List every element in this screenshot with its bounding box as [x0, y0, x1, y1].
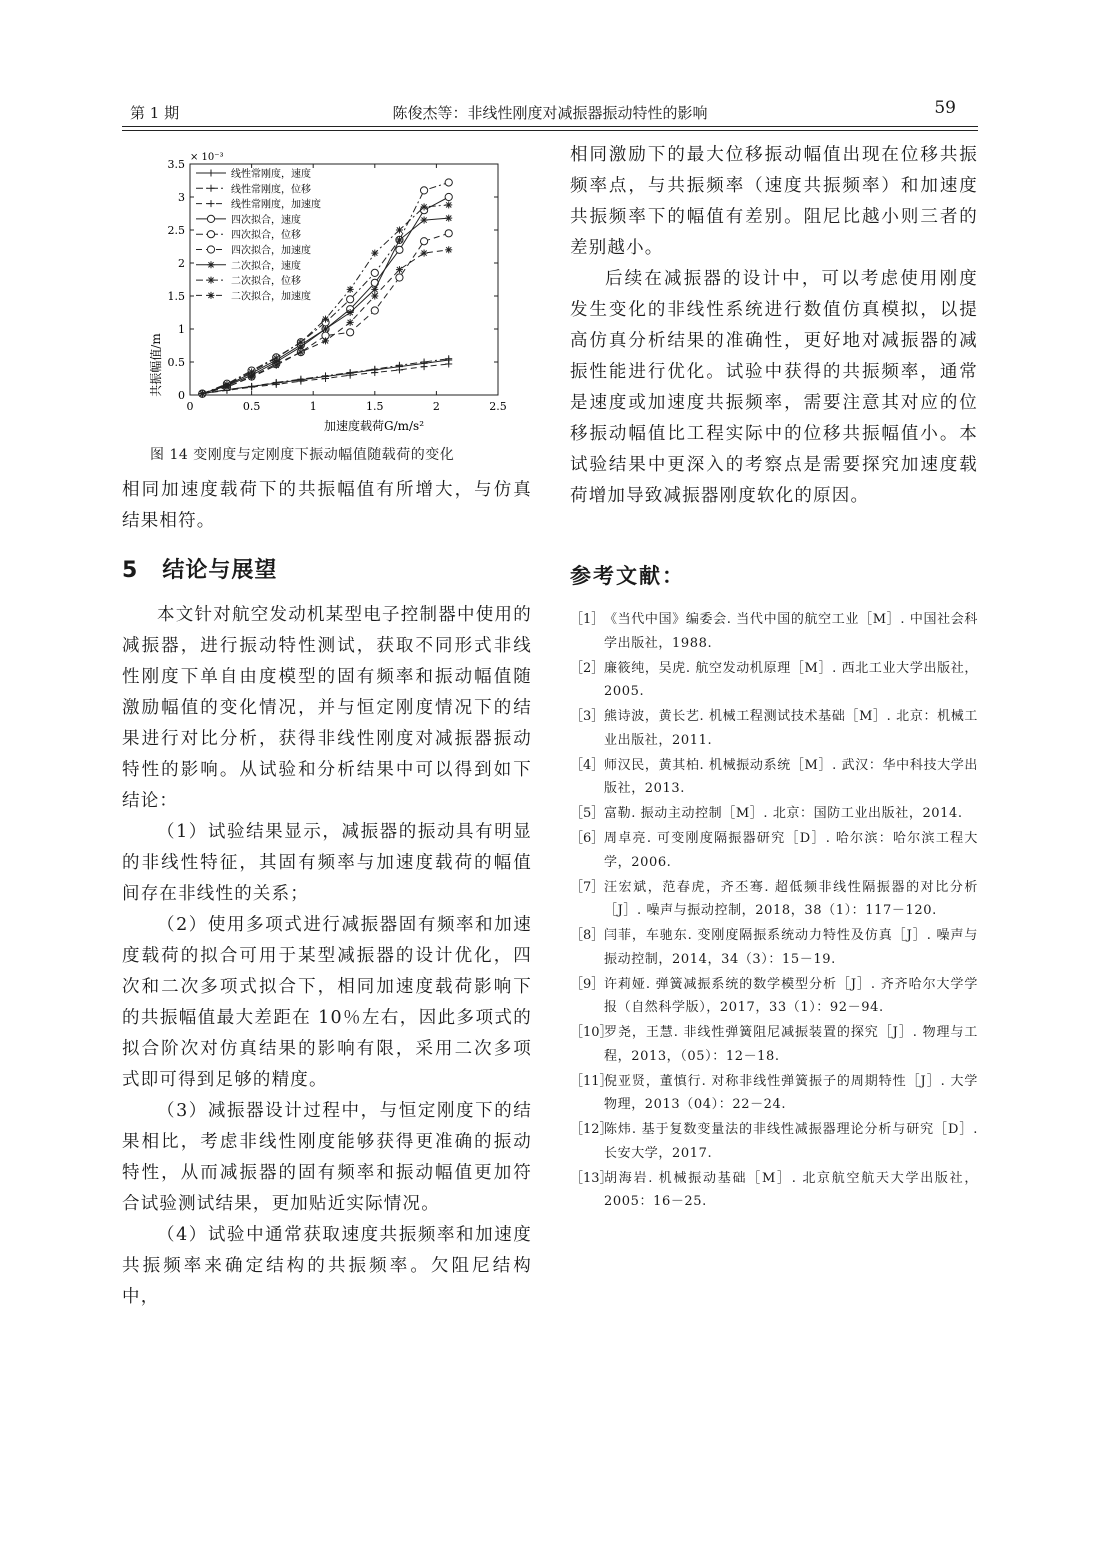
x-axis-label: 加速度载荷G/m/s²: [323, 419, 425, 433]
reference-list: [570, 608, 978, 1214]
reference-text: 师汉民，黄其柏. 机械振动系统［M］. 武汉：华中科技大学出版社，2013.: [604, 757, 978, 796]
data-point: [421, 217, 428, 224]
legend-marker: [207, 215, 214, 222]
data-point: [371, 269, 378, 276]
series-6: [199, 215, 452, 398]
legend-marker: [208, 277, 215, 284]
data-point: [396, 236, 403, 243]
data-point: [297, 349, 304, 356]
figure-caption: 图 14 变刚度与定刚度下振动幅值随载荷的变化: [150, 447, 455, 463]
legend-label: 线性常刚度，位移: [231, 184, 311, 196]
reference-item: [570, 924, 978, 971]
reference-item: [570, 973, 978, 1020]
legend-entry: [196, 167, 311, 180]
paragraph: （3）减振器设计过程中，与恒定刚度下的结果相比，考虑非线性刚度能够获得更准确的振动特性，从而减振器的固有频率和振动幅值更加符合试验测试结果，更加贴近实际情况。: [122, 1101, 532, 1214]
data-point: [420, 238, 427, 245]
data-point: [396, 227, 403, 234]
data-point: [322, 337, 329, 344]
legend-marker: [208, 261, 215, 268]
series-line: [202, 233, 448, 393]
resonance-amplitude-chart: [122, 140, 532, 440]
data-point: [347, 309, 354, 316]
reference-text: 倪亚贤，董慎行. 对称非线性弹簧振子的周期特性［J］. 大学物理，2013（04）：22－24.: [604, 1073, 978, 1112]
data-point: [273, 355, 280, 362]
legend-marker: [207, 231, 214, 238]
data-point: [445, 246, 452, 253]
data-point: [347, 329, 354, 336]
page-number: 59: [934, 98, 956, 118]
data-point: [396, 246, 403, 253]
paragraph: （1）试验结果显示，减振器的振动具有明显的非线性特征，其固有频率与加速度载荷的幅值间存在非线性的关系；: [122, 822, 532, 904]
data-point: [273, 362, 280, 369]
legend-label: 二次拟合，速度: [231, 260, 301, 272]
legend-label: 四次拟合，加速度: [231, 245, 311, 257]
y-tick-label: 1.5: [167, 290, 185, 303]
reference-item: [570, 754, 978, 801]
reference-item: [570, 657, 978, 704]
data-point: [420, 187, 427, 194]
series-2: [199, 360, 452, 397]
data-point: [347, 319, 354, 326]
data-point: [371, 250, 378, 257]
paragraph-continued: 相同加速度载荷下的共振幅值有所增大，与仿真结果相符。: [122, 480, 532, 531]
data-point: [445, 201, 452, 208]
section-title: 结论与展望: [162, 558, 278, 583]
page-header: [122, 98, 978, 127]
paragraph-continued: 相同激励下的最大位移振动幅值出现在位移共振频率点，与共振频率（速度共振频率）和加速度共振频率下的幅值有差别。阻尼比越小则三者的差别越小。: [570, 145, 978, 258]
legend-label: 四次拟合，速度: [231, 214, 301, 226]
y-axis-multiplier: × 10⁻³: [190, 152, 224, 163]
x-tick-label: 1: [309, 400, 317, 413]
reference-number: ［13］: [570, 1170, 613, 1186]
reference-number: ［7］: [570, 879, 605, 895]
legend-marker: [207, 246, 214, 253]
reference-number: ［10］: [570, 1025, 613, 1040]
chart-legend: [196, 167, 321, 302]
data-point: [248, 384, 255, 391]
legend-label: 线性常刚度，速度: [231, 169, 311, 180]
legend-label: 四次拟合，位移: [231, 230, 301, 242]
data-point: [347, 296, 354, 303]
reference-number: ［4］: [570, 757, 605, 773]
y-tick-label: 0: [178, 389, 185, 402]
reference-number: ［9］: [570, 976, 605, 992]
legend-entry: [196, 244, 311, 257]
legend-entry: [196, 198, 321, 211]
reference-text: 胡海岩. 机械振动基础［M］. 北京航空航天大学出版社，2005：16－25.: [604, 1170, 978, 1209]
reference-item: [570, 827, 978, 874]
paragraph: 本文针对航空发动机某型电子控制器中使用的减振器，进行振动特性测试，获取不同形式非线性刚度下单自由度模型的固有频率和振动幅值随激励幅值的变化情况，并与恒定刚度情况下的结果进行对比分析，获得非线性刚度对减振器振动特性的影响。从试验和分析结果中可以得到如下结论：: [122, 605, 532, 811]
y-tick-label: 3: [178, 191, 185, 204]
legend-label: 二次拟合，位移: [231, 276, 301, 288]
section-number: 5: [122, 558, 139, 583]
reference-number: ［1］: [570, 612, 605, 627]
series-line: [202, 218, 448, 394]
data-point: [445, 215, 452, 222]
legend-marker: [208, 185, 215, 192]
legend-entry: [196, 274, 301, 287]
paragraph: （4）试验中通常获取速度共振频率和加速度共振频率来确定结构的共振频率。欠阻尼结构中，: [122, 1225, 532, 1307]
reference-text: 廉筱纯，吴虎. 航空发动机原理［M］. 西北工业大学出版社，2005.: [604, 660, 978, 699]
reference-text: 熊诗波，黄长艺. 机械工程测试技术基础［M］. 北京：机械工业出版社，2011.: [604, 709, 978, 748]
legend-marker: [208, 292, 215, 299]
legend-marker: [208, 170, 215, 177]
data-point: [347, 286, 354, 293]
legend-entry: [196, 213, 301, 226]
reference-text: 许莉娅. 弹簧减振系统的数学模型分析［J］. 齐齐哈尔大学学报（自然科学版），2017，33（1）：92－94.: [604, 976, 978, 1015]
legend-entry: [196, 228, 301, 241]
data-point: [396, 366, 403, 373]
reference-text: 汪宏斌，范春虎，齐丕骞. 超低频非线性隔振器的对比分析［J］. 噪声与振动控制，2018，38（1）：117－120.: [604, 879, 978, 918]
reference-item: [570, 1021, 978, 1068]
references-heading: 参考文献：: [570, 564, 685, 588]
reference-number: ［2］: [570, 660, 605, 676]
data-point: [371, 286, 378, 293]
reference-number: ［3］: [570, 709, 605, 724]
legend-label: 二次拟合，加速度: [231, 291, 311, 303]
legend-entry: [196, 289, 311, 302]
data-point: [396, 274, 403, 281]
x-tick-label: 0.5: [242, 400, 261, 413]
x-tick-label: 0: [186, 400, 194, 413]
reference-number: ［11］: [570, 1073, 613, 1089]
y-tick-label: 3.5: [167, 158, 185, 171]
reference-text: 闫菲，车驰东. 变刚度隔振系统动力特性及仿真［J］. 噪声与振动控制，2014，34（3）：15－19.: [604, 928, 978, 967]
reference-text: 陈炜. 基于复数变量法的非线性减振器理论分析与研究［D］. 长安大学，2017.: [604, 1122, 978, 1161]
running-title: 陈俊杰等：非线性刚度对减振器振动特性的影响: [392, 104, 708, 122]
legend-entry: [196, 259, 301, 272]
reference-number: ［8］: [570, 928, 605, 943]
data-point: [248, 374, 255, 381]
reference-item: [570, 876, 978, 923]
data-point: [223, 384, 230, 391]
reference-number: ［6］: [570, 831, 605, 846]
data-point: [371, 293, 378, 300]
reference-item: [570, 1118, 978, 1165]
y-tick-label: 0.5: [167, 356, 185, 369]
data-point: [322, 316, 329, 323]
x-tick-label: 1.5: [366, 400, 384, 413]
y-tick-label: 2.5: [167, 224, 185, 237]
legend-label: 线性常刚度，加速度: [231, 199, 321, 211]
data-point: [445, 230, 452, 237]
reference-item: [570, 1167, 978, 1214]
y-tick-label: 1: [178, 323, 185, 336]
reference-text: 富勒. 振动主动控制［M］. 北京：国防工业出版社，2014.: [604, 806, 963, 821]
data-point: [421, 250, 428, 257]
data-point: [199, 390, 206, 397]
data-point: [445, 193, 452, 200]
data-point: [421, 363, 428, 370]
x-tick-label: 2: [432, 400, 440, 413]
left-column: [122, 140, 532, 1313]
reference-number: ［5］: [570, 806, 605, 821]
reference-item: [570, 705, 978, 752]
data-point: [445, 179, 452, 186]
data-point: [421, 203, 428, 210]
reference-text: 周卓亮. 可变刚度隔振器研究［D］. 哈尔滨：哈尔滨工程大学，2006.: [604, 831, 978, 870]
y-axis-label: 共振幅值/m: [149, 333, 163, 397]
y-tick-label: 2: [178, 257, 185, 270]
reference-item: [570, 1070, 978, 1117]
paragraph: （2）使用多项式进行减振器固有频率和加速度载荷的拟合可用于某型减振器的设计优化，四次和二次多项式拟合下，相同加速度载荷影响下的共振幅值最大差距在 10％左右，因此多项式的拟合阶次对仿真结果的影响有限，采用二次多项式即可得到足够的精度。: [122, 915, 532, 1090]
data-point: [445, 360, 452, 367]
journal-issue: 第 1 期: [130, 104, 180, 122]
data-point: [396, 266, 403, 273]
section-heading: [122, 553, 532, 584]
data-point: [322, 326, 329, 333]
x-tick-label: 2.5: [489, 400, 507, 413]
reference-text: 《当代中国》编委会. 当代中国的航空工业［M］. 中国社会科学出版社，1988.: [604, 612, 978, 651]
reference-text: 罗尧，王慧. 非线性弹簧阻尼减振装置的探究［J］. 物理与工程，2013，（05）：12－18.: [604, 1025, 978, 1064]
paragraph: 后续在减振器的设计中，可以考虑使用刚度发生变化的非线性系统进行数值仿真模拟，以提高仿真分析结果的准确性，更好地对减振器的减振性能进行优化。试验中获得的共振频率，通常是速度或加速度共振频率，需要注意其对应的位移振动幅值比工程实际中的位移共振幅值小。本试验结果中更深入的考察点是需要探究加速度载荷增加导致减振器刚度软化的原因。: [570, 269, 978, 506]
legend-marker: [208, 200, 215, 207]
right-column: [570, 140, 978, 1215]
legend-entry: [196, 182, 311, 195]
reference-item: [570, 608, 978, 655]
figure-14: [122, 140, 532, 475]
reference-number: ［12］: [570, 1122, 613, 1137]
data-point: [371, 307, 378, 314]
data-point: [297, 339, 304, 346]
reference-item: [570, 802, 978, 826]
